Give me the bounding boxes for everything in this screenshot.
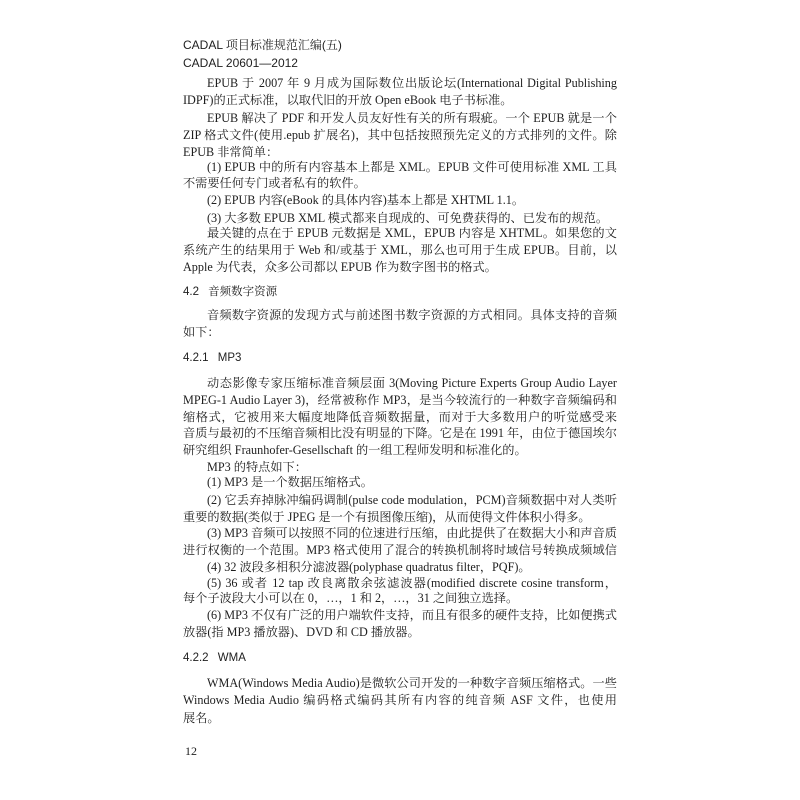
paragraph-line: 放器(指 MP3 播放器)、DVD 和 CD 播放器。 (183, 625, 420, 639)
paragraph-line: MP3 的特点如下： (207, 460, 307, 474)
section-heading: 4.2.2 WMA (183, 652, 246, 664)
paragraph-line: (6) MP3 不仅有广泛的用户端软件支持，而且有很多的硬件支持，比如便携式 (207, 608, 617, 622)
paragraph-line: WMA(Windows Media Audio)是微软公司开发的一种数字音频压缩格式。一些 (207, 676, 617, 690)
paragraph-line: 进行权衡的一个范围。MP3 格式使用了混合的转换机制将时域信号转换成频域信 (183, 543, 617, 557)
paragraph-line: EPUB 于 2007 年 9 月成为国际数位出版论坛(International Digital Publishing (207, 76, 617, 90)
paragraph-line: 不需要任何专门或者私有的软件。 (183, 176, 366, 190)
paragraph-line: (5) 36 或者 12 tap 改良离散余弦滤波器(modified discrete cosine transform， (207, 576, 617, 590)
page-number: 12 (185, 744, 197, 758)
paragraph-line: IDPF)的正式标准，以取代旧的开放 Open eBook 电子书标准。 (183, 93, 513, 107)
paragraph-line: 如下： (183, 325, 220, 339)
paragraph-line: (3) 大多数 EPUB XML 模式都来自现成的、可免费获得的、已发布的规范。 (207, 211, 609, 225)
paragraph-line: 最关键的点在于 EPUB 元数据是 XML，EPUB 内容是 XHTML。如果您的文 (207, 226, 617, 240)
section-heading: 4.2 音频数字资源 (183, 286, 278, 298)
paragraph-line: (2) 它丢弃掉脉冲编码调制(pulse code modulation，PCM)音频数据中对人类听 (207, 493, 617, 507)
paragraph-line: 音频数字资源的发现方式与前述图书数字资源的方式相同。具体支持的音频 (207, 308, 617, 322)
paragraph-line: (3) MP3 音频可以按照不同的位速进行压缩，由此提供了在数据大小和声音质 (207, 526, 617, 540)
paragraph-line: 展名。 (183, 711, 220, 725)
paragraph-line: 音质与最初的不压缩音频相比没有明显的下降。它是在 1991 年，由位于德国埃尔 (183, 426, 617, 440)
paragraph-line: ZIP 格式文件(使用.epub 扩展名)，其中包括按照预先定义的方式排列的文件。除 (183, 128, 617, 142)
paragraph-line: Windows Media Audio 编码格式编码其所有内容的纯音频 ASF 文件，也使用 (183, 693, 617, 707)
paragraph-line: 研究组织 Fraunhofer-Gesellschaft 的一组工程师发明和标准化的。 (183, 443, 527, 457)
paragraph-line: (1) MP3 是一个数据压缩格式。 (207, 475, 373, 489)
paragraph-line: 系统产生的结果用于 Web 和/或基于 XML，那么也可用于生成 EPUB。目前，以 (183, 243, 617, 257)
paragraph-line: EPUB 解决了 PDF 和开发人员友好性有关的所有瑕疵。一个 EPUB 就是一个 (207, 111, 617, 125)
paragraph-line: MPEG-1 Audio Layer 3)，经常被称作 MP3，是当今较流行的一种数字音频编码和 (183, 393, 617, 407)
running-header-code: CADAL 20601—2012 (183, 56, 298, 70)
paragraph-line: 缩格式，它被用来大幅度地降低音频数据量，而对于大多数用户的听觉感受来 (183, 410, 617, 424)
paragraph-line: 每个子波段大小可以在 0，…，1 和 2，…，31 之间独立选择。 (183, 591, 519, 605)
paragraph-line: EPUB 非常简单： (183, 145, 279, 159)
paragraph-line: Apple 为代表，众多公司都以 EPUB 作为数字图书的格式。 (183, 260, 497, 274)
paragraph-line: 重要的数据(类似于 JPEG 是一个有损图像压缩)，从而使得文件体积小得多。 (183, 510, 591, 524)
section-heading: 4.2.1 MP3 (183, 352, 242, 364)
paragraph-line: 动态影像专家压缩标准音频层面 3(Moving Picture Experts Group Audio Layer (207, 376, 617, 390)
paragraph-line: (4) 32 波段多相积分滤波器(polyphase quadratus filter，PQF)。 (207, 560, 531, 574)
paragraph-line: (2) EPUB 内容(eBook 的具体内容)基本上都是 XHTML 1.1。 (207, 193, 525, 207)
paragraph-line: (1) EPUB 中的所有内容基本上都是 XML。EPUB 文件可使用标准 XML 工具 (207, 160, 617, 174)
running-header-title: CADAL 项目标准规范汇编(五) (183, 38, 342, 52)
